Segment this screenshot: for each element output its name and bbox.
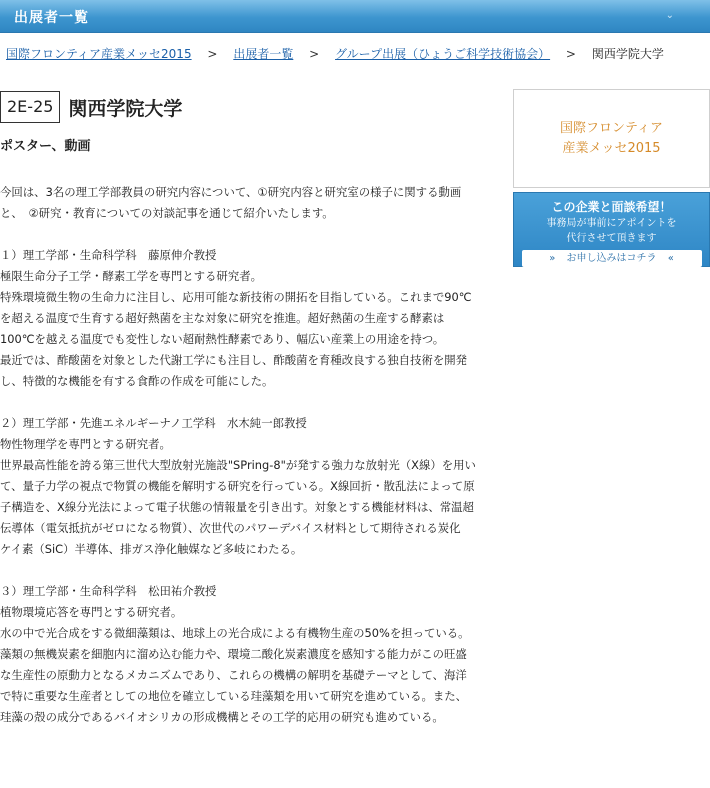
meeting-subtext: 代行させて頂きます [566,233,657,244]
section-heading: １）理工学部・生命科学科 藤原伸介教授 [0,248,217,262]
header-bar [0,0,710,33]
section-heading: ３）理工学部・生命科学科 松田祐介教授 [0,584,217,598]
event-logo-line: 産業メッセ2015 [562,140,661,156]
event-logo-line: 国際フロンティア [560,120,663,136]
meeting-request-banner[interactable] [513,192,710,267]
intro-line: 今回は、3名の理工学部教員の研究内容について、①研究内容と研究室の様子に関する動画 [0,185,462,199]
breadcrumb [6,45,664,62]
section-line: な生産性の原動力となるメカニズムであり、これらの機構の解明を基礎テーマとして、海洋 [0,668,467,682]
exhibitor-title-row [0,91,182,123]
section-line: 極限生命分子工学・酵素工学を専門とする研究者。 [0,269,262,283]
breadcrumb-separator: > [565,47,576,61]
section-line: 伝導体（電気抵抗がゼロになる物質）、次世代のパワーデバイス材料として期待される炭化 [0,521,461,535]
breadcrumb-separator: > [309,47,320,61]
section-line: 最近では、酢酸菌を対象とした代謝工学にも注目し、酢酸菌を育種改良する独自技術を開発 [0,353,468,367]
breadcrumb-link-exhibitors[interactable]: 出展者一覧 [233,47,294,61]
breadcrumb-separator: > [207,47,218,61]
breadcrumb-link-event[interactable]: 国際フロンティア産業メッセ2015 [6,47,192,61]
booth-number: 2E-25 [0,91,60,123]
section-line: で特に重要な生産者としての地位を確立している珪藻類を用いて研究を進めている。また、 [0,689,468,703]
chevron-left-icon: « [667,253,674,264]
section-line: 世界最高性能を誇る第三世代大型放射光施設"SPring-8"が発する強力な放射光（X線）を用い [0,458,476,472]
section-line: て、量子力学の視点で物質の機能を解明する研究を行っている。X線回折・散乱法によって原 [0,479,475,493]
section-line: 藻類の無機炭素を細胞内に溜め込む能力や、環境二酸化炭素濃度を感知する能力がこの旺盛 [0,647,467,661]
section-line: 物性物理学を専門とする研究者。 [0,437,171,451]
breadcrumb-current: 関西学院大学 [591,47,664,61]
section-line: ケイ素（SiC）半導体、排ガス浄化触媒など多岐にわたる。 [0,542,303,556]
description [0,182,502,728]
section-line: 子構造を、X線分光法によって電子状態の情報量を引き出す。対象とする機能材料は、常温超 [0,500,474,514]
breadcrumb-link-group[interactable]: グループ出展（ひょうご科学技術協会） [335,47,551,61]
exhibitor-name: 関西学院大学 [68,97,183,120]
section-line: 植物環境応答を専門とする研究者。 [0,605,183,619]
apply-button-label: お申し込みはコチラ [566,253,657,264]
section-line: 100℃を越える温度でも変性しない超耐熱性酵素であり、幅広い産業上の用途を持つ。 [0,332,445,346]
event-logo-banner[interactable] [513,89,710,188]
section-line: 珪藻の殻の成分であるバイオシリカの形成機構とその工学的応用の研究も進めている。 [0,710,444,724]
section-line: し、特徴的な機能を有する食酢の作成を可能にした。 [0,374,274,388]
section-line: を超える温度で生育する超好熱菌を主な対象に研究を推進。超好熱菌の生産する酵素は [0,311,445,325]
intro-line: と、 ②研究・教育についての対談記事を通じて紹介いたします。 [0,206,334,220]
section-line: 特殊環境微生物の生命力に注目し、応用可能な新技術の開拓を目指している。これまで90℃ [0,290,472,304]
section-heading: ２）理工学部・先進エネルギーナノ工学科 水木純一郎教授 [0,416,307,430]
apply-button[interactable] [522,250,702,267]
header-title: 出展者一覧 [14,10,89,26]
meeting-subtext: 事務局が事前にアポイントを [546,218,677,229]
meeting-title: この企業と面談希望！ [551,200,672,214]
chevron-right-icon: » [549,253,556,264]
section-line: 水の中で光合成をする微細藻類は、地球上の光合成による有機物生産の50%を担っている。 [0,626,470,640]
collapse-icon[interactable]: ⌄ [665,10,674,21]
exhibit-type: ポスター、動画 [0,139,91,154]
